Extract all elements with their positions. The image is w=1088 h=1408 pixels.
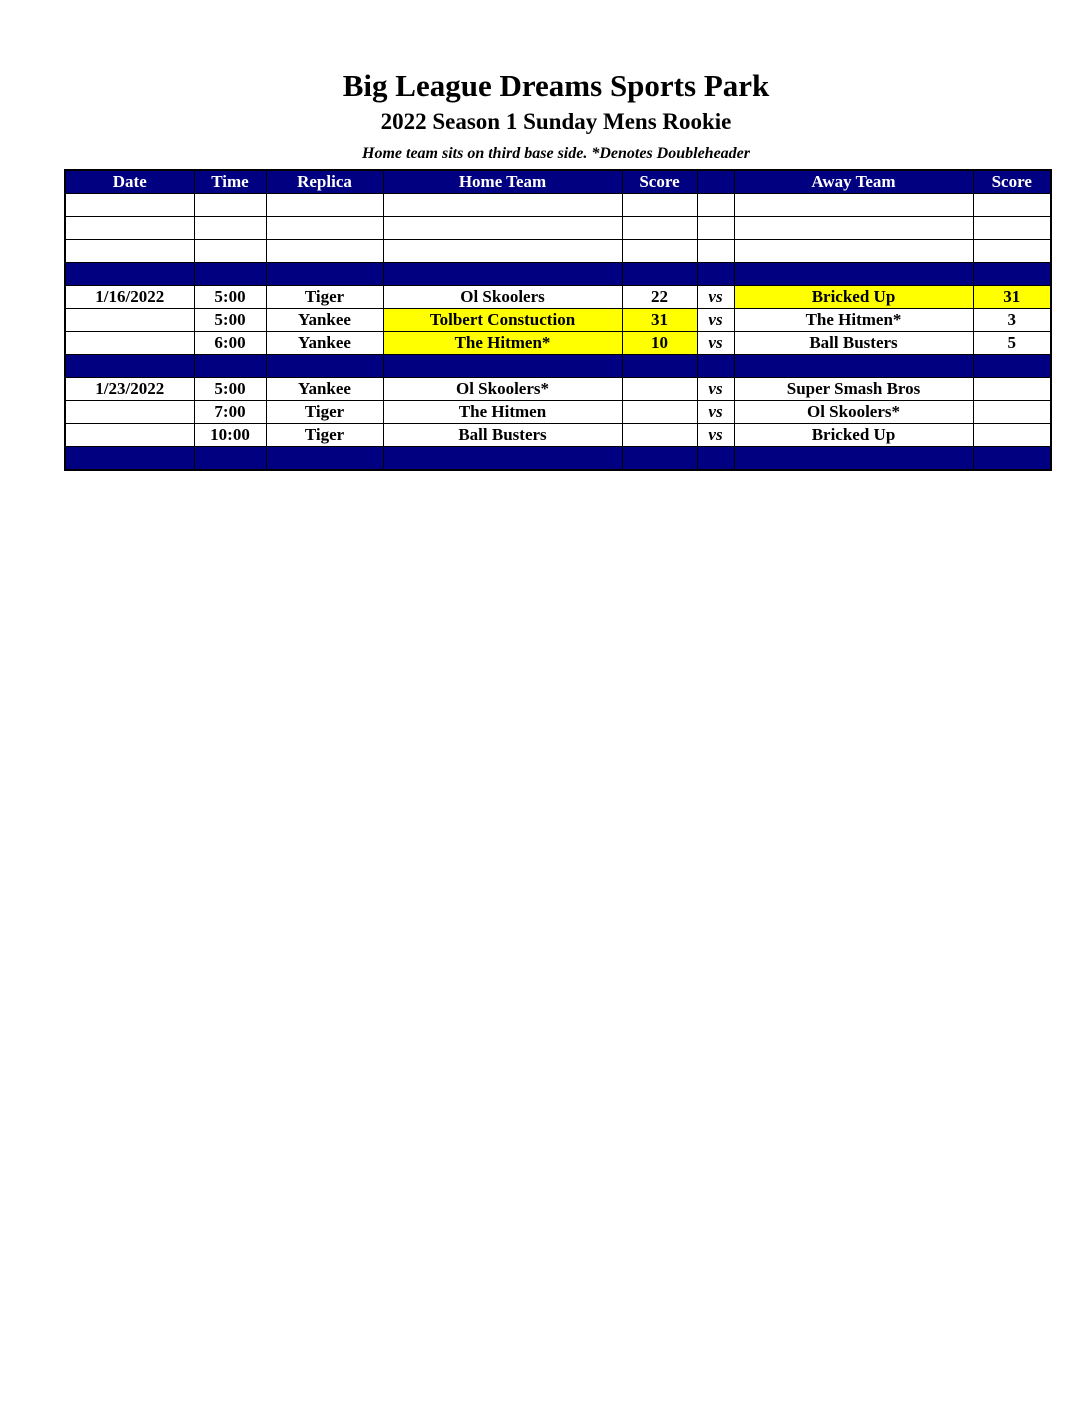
replica-cell: Yankee: [266, 309, 383, 332]
vs-cell: [697, 194, 734, 217]
home-team-cell: [383, 263, 622, 286]
table-row: [65, 424, 1051, 447]
replica-cell: [266, 263, 383, 286]
vs-cell: [697, 240, 734, 263]
date-cell: [65, 447, 194, 471]
date-cell: [65, 194, 194, 217]
spacer-row: [65, 355, 1051, 378]
away-score-cell: 31: [973, 286, 1051, 309]
schedule-note: Home team sits on third base side. *Denotes Doubleheader: [362, 145, 750, 162]
away-team-cell: Super Smash Bros: [734, 378, 973, 401]
date-cell: [65, 332, 194, 355]
away-score-cell: [973, 263, 1051, 286]
column-header-away-team: Away Team: [734, 170, 973, 194]
away-team-cell: Bricked Up: [734, 286, 973, 309]
blank-row: [65, 217, 1051, 240]
replica-cell: [266, 194, 383, 217]
table-row: [65, 309, 1051, 332]
date-cell: [65, 263, 194, 286]
blank-row: [65, 194, 1051, 217]
header-row: [65, 170, 1051, 194]
time-cell: [194, 240, 266, 263]
home-score-cell: [622, 401, 697, 424]
home-team-cell: [383, 194, 622, 217]
away-score-cell: [973, 217, 1051, 240]
away-score-cell: [973, 194, 1051, 217]
date-cell: [65, 217, 194, 240]
replica-cell: [266, 217, 383, 240]
home-score-cell: [622, 263, 697, 286]
home-team-cell: [383, 240, 622, 263]
time-cell: 5:00: [194, 309, 266, 332]
away-score-cell: 3: [973, 309, 1051, 332]
home-score-cell: 10: [622, 332, 697, 355]
page-title: Big League Dreams Sports Park: [342, 68, 770, 103]
vs-cell: [697, 217, 734, 240]
away-team-cell: [734, 447, 973, 471]
vs-cell: vs: [697, 378, 734, 401]
home-team-cell: Ball Busters: [383, 424, 622, 447]
time-cell: 5:00: [194, 286, 266, 309]
home-score-cell: [622, 194, 697, 217]
away-team-cell: [734, 194, 973, 217]
home-score-cell: [622, 217, 697, 240]
date-cell: [65, 240, 194, 263]
date-cell: [65, 401, 194, 424]
home-score-cell: [622, 355, 697, 378]
schedule-body: [65, 194, 1051, 471]
time-cell: [194, 194, 266, 217]
vs-cell: vs: [697, 309, 734, 332]
blank-row: [65, 240, 1051, 263]
time-cell: 5:00: [194, 378, 266, 401]
away-score-cell: [973, 401, 1051, 424]
time-cell: [194, 217, 266, 240]
home-score-cell: [622, 378, 697, 401]
away-score-cell: [973, 355, 1051, 378]
spacer-row: [65, 447, 1051, 471]
replica-cell: Yankee: [266, 332, 383, 355]
away-score-cell: [973, 378, 1051, 401]
replica-cell: [266, 355, 383, 378]
away-team-cell: Bricked Up: [734, 424, 973, 447]
vs-cell: vs: [697, 401, 734, 424]
home-team-cell: [383, 447, 622, 471]
home-team-cell: Tolbert Constuction: [383, 309, 622, 332]
away-team-cell: The Hitmen*: [734, 309, 973, 332]
away-team-cell: Ol Skoolers*: [734, 401, 973, 424]
home-team-cell: The Hitmen: [383, 401, 622, 424]
column-header-home-score: Score: [622, 170, 697, 194]
table-row: [65, 332, 1051, 355]
replica-cell: Tiger: [266, 424, 383, 447]
away-team-cell: [734, 263, 973, 286]
vs-cell: [697, 263, 734, 286]
column-header-replica: Replica: [266, 170, 383, 194]
table-row: [65, 401, 1051, 424]
time-cell: 6:00: [194, 332, 266, 355]
home-score-cell: [622, 424, 697, 447]
home-team-cell: The Hitmen*: [383, 332, 622, 355]
vs-cell: [697, 447, 734, 471]
vs-cell: vs: [697, 286, 734, 309]
home-team-cell: [383, 217, 622, 240]
time-cell: [194, 263, 266, 286]
time-cell: [194, 355, 266, 378]
column-header-time: Time: [194, 170, 266, 194]
replica-cell: Yankee: [266, 378, 383, 401]
column-header-home-team: Home Team: [383, 170, 622, 194]
vs-cell: vs: [697, 424, 734, 447]
away-score-cell: [973, 447, 1051, 471]
vs-cell: [697, 355, 734, 378]
home-score-cell: [622, 447, 697, 471]
away-team-cell: [734, 240, 973, 263]
date-cell: [65, 355, 194, 378]
away-team-cell: Ball Busters: [734, 332, 973, 355]
time-cell: [194, 447, 266, 471]
home-score-cell: 31: [622, 309, 697, 332]
home-score-cell: 22: [622, 286, 697, 309]
column-header-away-score: Score: [973, 170, 1051, 194]
table-row: [65, 378, 1051, 401]
home-score-cell: [622, 240, 697, 263]
away-team-cell: [734, 355, 973, 378]
vs-cell: vs: [697, 332, 734, 355]
time-cell: 10:00: [194, 424, 266, 447]
away-score-cell: [973, 424, 1051, 447]
away-team-cell: [734, 217, 973, 240]
column-header-date: Date: [65, 170, 194, 194]
replica-cell: [266, 447, 383, 471]
away-score-cell: [973, 240, 1051, 263]
date-cell: [65, 309, 194, 332]
away-score-cell: 5: [973, 332, 1051, 355]
home-team-cell: [383, 355, 622, 378]
date-cell: 1/23/2022: [65, 378, 194, 401]
spacer-row: [65, 263, 1051, 286]
home-team-cell: Ol Skoolers: [383, 286, 622, 309]
replica-cell: Tiger: [266, 401, 383, 424]
replica-cell: Tiger: [266, 286, 383, 309]
table-row: [65, 286, 1051, 309]
page-subtitle: 2022 Season 1 Sunday Mens Rookie: [380, 109, 732, 134]
home-team-cell: Ol Skoolers*: [383, 378, 622, 401]
time-cell: 7:00: [194, 401, 266, 424]
schedule-table: [64, 169, 1052, 471]
date-cell: [65, 424, 194, 447]
column-header-vs: [697, 170, 734, 194]
replica-cell: [266, 240, 383, 263]
date-cell: 1/16/2022: [65, 286, 194, 309]
